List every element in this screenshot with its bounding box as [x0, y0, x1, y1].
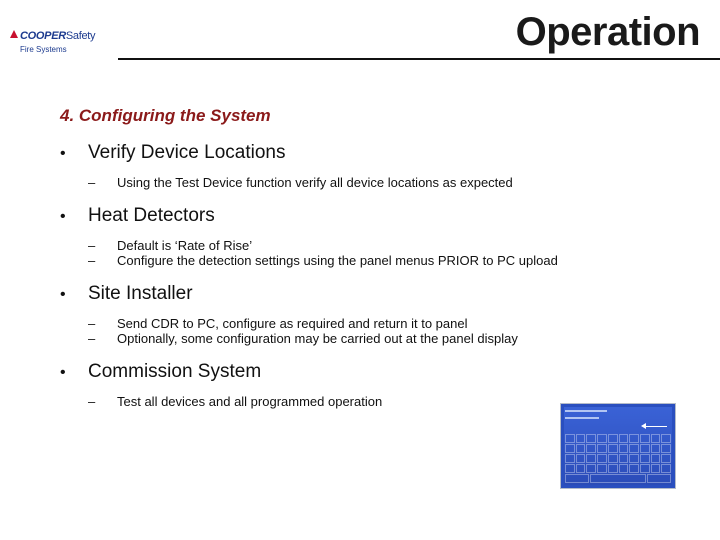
logo-subtitle: Fire Systems — [20, 45, 67, 54]
cooper-safety-logo — [10, 20, 110, 60]
logo-brand: COOPERSafety — [20, 30, 96, 42]
sub-item: – Test all devices and all programmed operation — [88, 394, 383, 409]
bullet-heading: Heat Detectors — [88, 205, 215, 226]
bullet-item — [60, 205, 700, 268]
bullet-dot-icon: • — [60, 364, 66, 381]
bullet-item — [60, 142, 700, 190]
bullet-heading: Commission System — [88, 361, 262, 382]
dash-icon: – — [88, 331, 96, 346]
bullet-list — [60, 142, 700, 419]
sub-item: – Default is ‘Rate of Rise’ — [88, 238, 253, 253]
sub-item: – Send CDR to PC, configure as required and return it to panel — [88, 316, 468, 331]
bullet-dot-icon: • — [60, 145, 66, 162]
bullet-dot-icon: • — [60, 286, 66, 303]
dash-icon: – — [88, 238, 96, 253]
bullet-item — [60, 283, 700, 346]
bullet-heading: Verify Device Locations — [88, 142, 286, 163]
panel-text-line — [565, 417, 599, 419]
page-title: Operation — [515, 10, 700, 54]
section-title: 4. Configuring the System — [60, 106, 271, 125]
sub-item: – Optionally, some configuration may be carried out at the panel display — [88, 331, 518, 346]
sub-item: – Using the Test Device function verify all device locations as expected — [88, 175, 513, 190]
dash-icon: – — [88, 175, 96, 190]
dash-icon: – — [88, 316, 96, 331]
panel-text-line — [565, 410, 607, 412]
bullet-heading: Site Installer — [88, 283, 193, 304]
logo-mark-icon — [10, 30, 18, 38]
backspace-arrow-icon — [643, 426, 667, 427]
panel-keyboard-screen-image — [560, 403, 676, 489]
dash-icon: – — [88, 394, 96, 409]
sub-item: – Configure the detection settings using the panel menus PRIOR to PC upload — [88, 253, 558, 268]
dash-icon: – — [88, 253, 96, 268]
bullet-item — [60, 361, 700, 409]
bullet-dot-icon: • — [60, 208, 66, 225]
header-divider — [118, 58, 720, 60]
panel-keyboard — [565, 434, 671, 484]
